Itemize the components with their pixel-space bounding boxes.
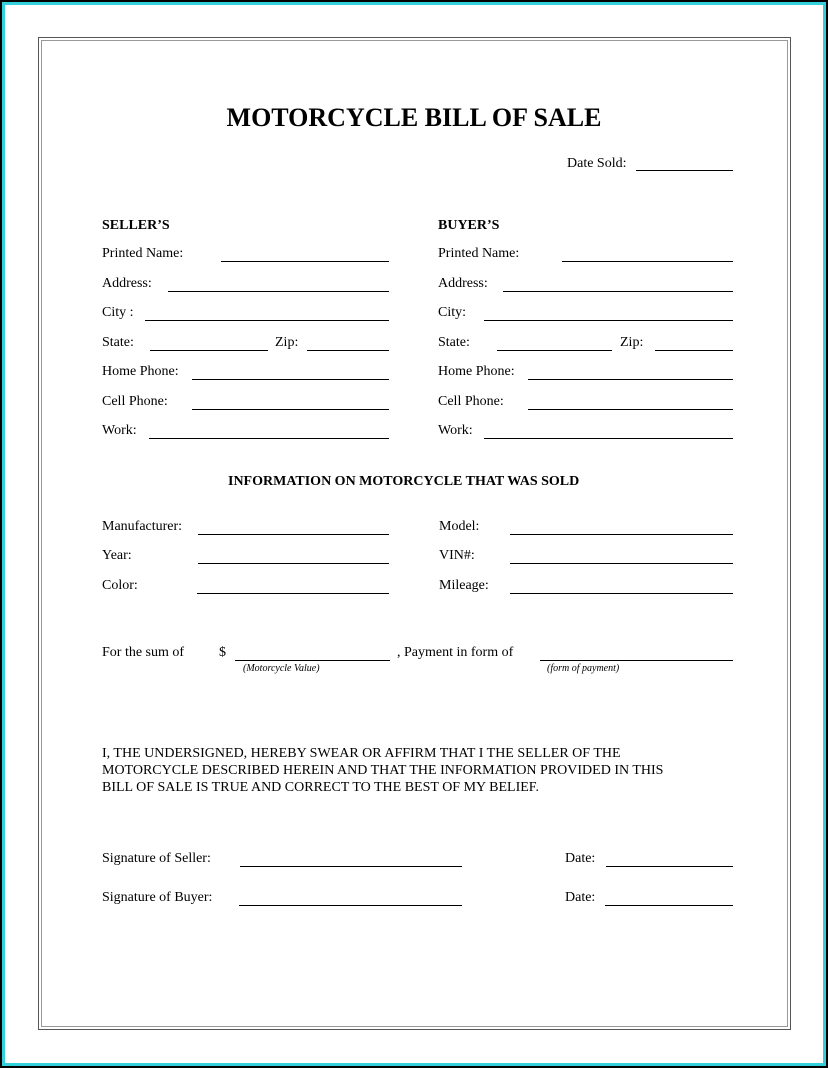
- seller-cell-phone-label: Cell Phone:: [102, 394, 168, 409]
- buyer-city-field[interactable]: [484, 320, 733, 321]
- seller-printed-name-label: Printed Name:: [102, 246, 184, 261]
- sum-label: For the sum of: [102, 645, 185, 660]
- buyer-zip-field[interactable]: [655, 350, 733, 351]
- affirmation-statement: [102, 745, 663, 796]
- seller-date-field[interactable]: [606, 866, 733, 867]
- motorcycle-value-caption: (Motorcycle Value): [243, 663, 320, 674]
- seller-work-label: Work:: [102, 423, 137, 438]
- buyer-printed-name-label: Printed Name:: [438, 246, 520, 261]
- year-label: Year:: [102, 548, 132, 563]
- seller-signature-field[interactable]: [240, 866, 462, 867]
- buyer-signature-label: Signature of Buyer:: [102, 890, 213, 905]
- mileage-label: Mileage:: [439, 578, 489, 593]
- date-sold-label: Date Sold:: [567, 156, 627, 171]
- payment-form-caption: (form of payment): [547, 663, 620, 674]
- buyer-address-field[interactable]: [503, 291, 733, 292]
- statement-line-3: BILL OF SALE IS TRUE AND CORRECT TO THE BEST OF MY BELIEF.: [102, 780, 539, 795]
- motorcycle-value-field[interactable]: [235, 660, 390, 661]
- seller-city-field[interactable]: [145, 320, 389, 321]
- buyer-date-field[interactable]: [605, 905, 733, 906]
- statement-line-1: I, THE UNDERSIGNED, HEREBY SWEAR OR AFFIRM THAT I THE SELLER OF THE: [102, 746, 621, 761]
- year-field[interactable]: [198, 563, 389, 564]
- seller-state-field[interactable]: [150, 350, 268, 351]
- seller-date-label: Date:: [565, 851, 596, 866]
- seller-home-phone-field[interactable]: [192, 379, 389, 380]
- vin-field[interactable]: [510, 563, 733, 564]
- date-sold-field[interactable]: [636, 170, 733, 171]
- mileage-field[interactable]: [510, 593, 733, 594]
- seller-zip-field[interactable]: [307, 350, 389, 351]
- buyer-home-phone-label: Home Phone:: [438, 364, 515, 379]
- buyer-signature-field[interactable]: [239, 905, 462, 906]
- buyer-date-label: Date:: [565, 890, 596, 905]
- seller-home-phone-label: Home Phone:: [102, 364, 179, 379]
- buyer-heading: BUYER’S: [438, 218, 500, 233]
- document-title: MOTORCYCLE BILL OF SALE: [226, 103, 602, 132]
- statement-line-2: MOTORCYCLE DESCRIBED HEREIN AND THAT THE INFORMATION PROVIDED IN THIS: [102, 763, 664, 778]
- vin-label: VIN#:: [439, 548, 475, 563]
- seller-city-label: City :: [102, 305, 134, 320]
- model-label: Model:: [439, 519, 480, 534]
- buyer-zip-label: Zip:: [620, 335, 644, 350]
- manufacturer-field[interactable]: [198, 534, 389, 535]
- manufacturer-label: Manufacturer:: [102, 519, 183, 534]
- seller-zip-label: Zip:: [275, 335, 299, 350]
- seller-cell-phone-field[interactable]: [192, 409, 389, 410]
- seller-signature-label: Signature of Seller:: [102, 851, 211, 866]
- motorcycle-info-heading: INFORMATION ON MOTORCYCLE THAT WAS SOLD: [228, 474, 580, 489]
- buyer-cell-phone-field[interactable]: [528, 409, 733, 410]
- color-field[interactable]: [197, 593, 389, 594]
- payment-form-label: , Payment in form of: [397, 645, 514, 660]
- buyer-address-label: Address:: [438, 276, 488, 291]
- seller-heading: SELLER’S: [102, 218, 170, 233]
- seller-printed-name-field[interactable]: [221, 261, 389, 262]
- model-field[interactable]: [510, 534, 733, 535]
- buyer-cell-phone-label: Cell Phone:: [438, 394, 504, 409]
- buyer-state-label: State:: [438, 335, 470, 350]
- buyer-state-field[interactable]: [497, 350, 612, 351]
- currency-symbol: $: [219, 645, 226, 660]
- seller-address-label: Address:: [102, 276, 152, 291]
- buyer-work-field[interactable]: [484, 438, 733, 439]
- seller-work-field[interactable]: [149, 438, 389, 439]
- seller-state-label: State:: [102, 335, 134, 350]
- payment-form-field[interactable]: [540, 660, 733, 661]
- buyer-city-label: City:: [438, 305, 467, 320]
- color-label: Color:: [102, 578, 138, 593]
- buyer-printed-name-field[interactable]: [562, 261, 733, 262]
- buyer-home-phone-field[interactable]: [528, 379, 733, 380]
- buyer-work-label: Work:: [438, 423, 473, 438]
- seller-address-field[interactable]: [168, 291, 389, 292]
